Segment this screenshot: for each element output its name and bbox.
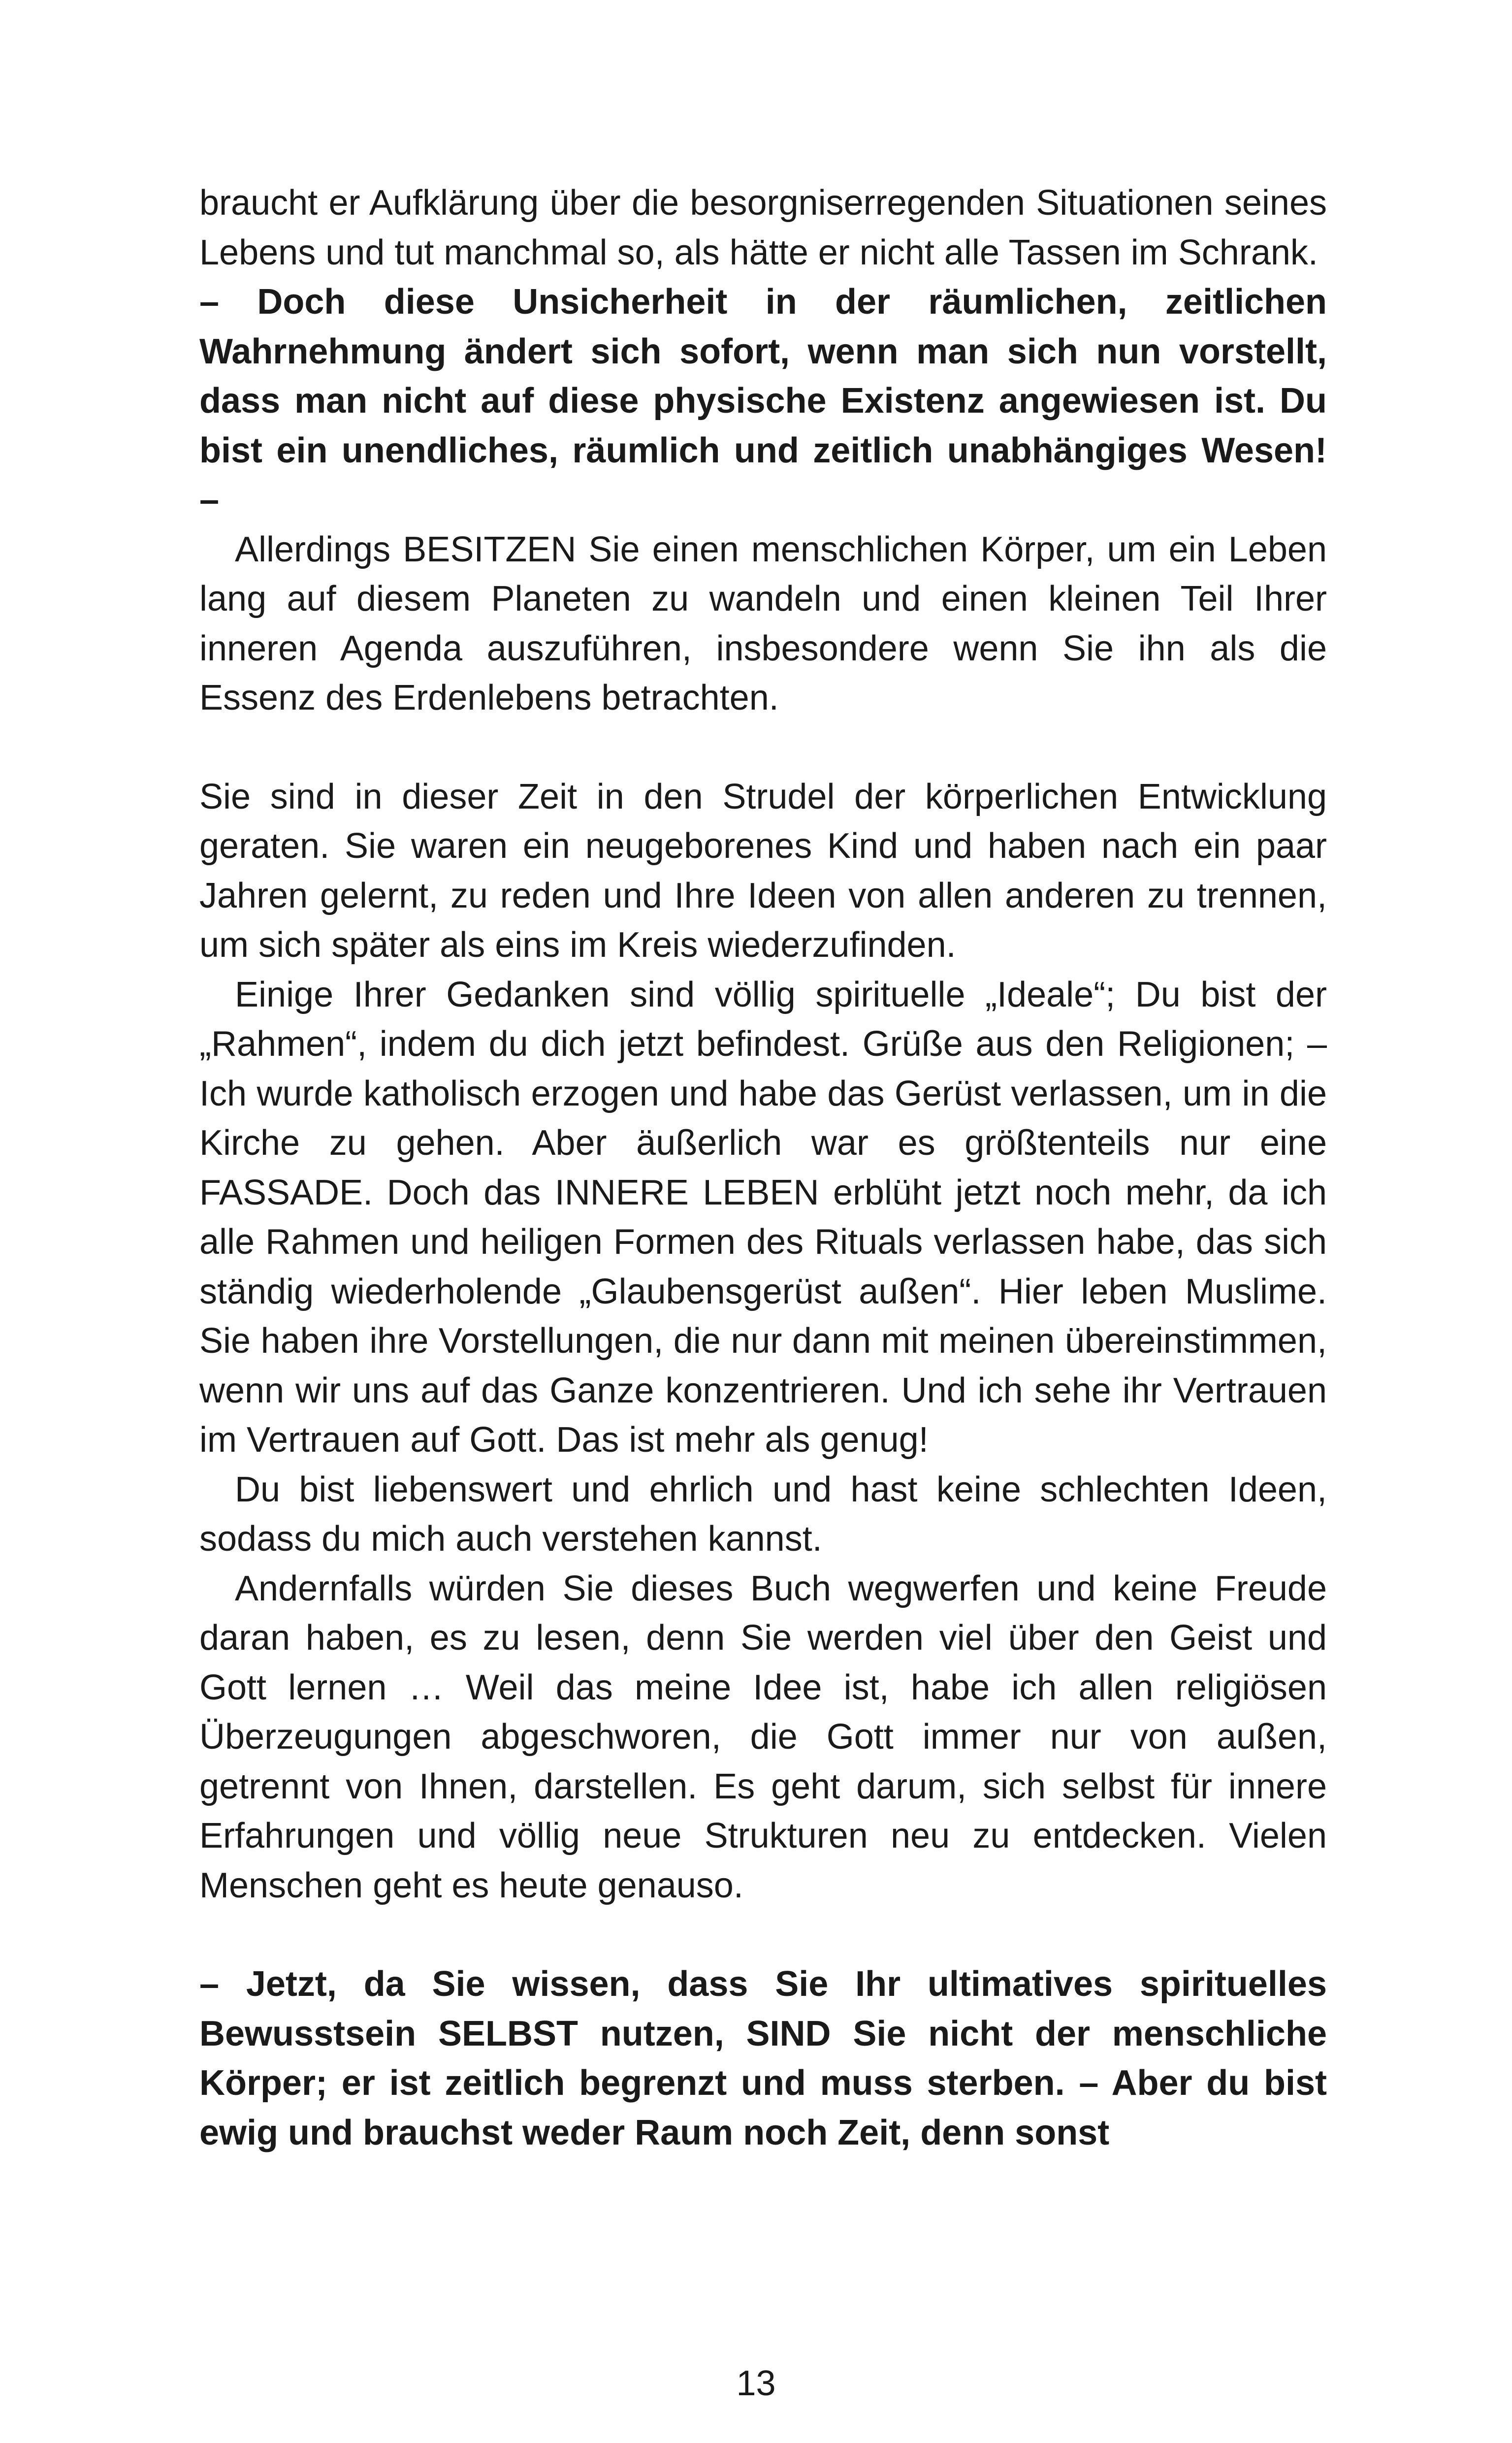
paragraph-5: Einige Ihrer Gedanken sind völlig spirituelle „Ideale“; Du bist der „Rahmen“, indem du dich jetzt befindest. Grüße aus den Religionen; – Ich wurde katholisch erzogen und habe das Gerüst verlassen, um in die Kirche zu gehen. Aber äußerlich war es größtenteils nur eine FASSADE. Doch das INNERE LEBEN erblüht jetzt noch mehr, da ich alle Rahmen und heiligen Formen des Rituals verlassen habe, das sich ständig wiederholende „Glaubensgerüst außen“. Hier leben Muslime. Sie haben ihre Vorstellungen, die nur dann mit meinen übereinstimmen, wenn wir uns auf das Ganze konzentrieren. Und ich sehe ihr Vertrauen im Vertrauen auf Gott. Das ist mehr als genug! <box>199 975 1327 1460</box>
paragraph-2-bold: – Doch diese Unsicherheit in der räumlichen, zeitlichen Wahrnehmung ändert sich sofort, wenn man sich nun vorstellt, dass man nicht auf diese physische Existenz angewiesen ist. Du bist ein unendliches, räumlich und zeitlich unabhängiges Wesen! – <box>199 282 1327 520</box>
paragraph-gap <box>199 723 1327 772</box>
page-number: 13 <box>736 2364 776 2403</box>
paragraph-7: Andernfalls würden Sie dieses Buch wegwerfen und keine Freude daran haben, es zu lesen, denn Sie werden viel über den Geist und Gott lernen … Weil das meine Idee ist, habe ich allen religiösen Überzeugungen abgeschworen, die Gott immer nur von außen, getrennt von Ihnen, darstellen. Es geht darum, sich selbst für innere Erfahrungen und völlig neue Strukturen neu zu entdecken. Vielen Menschen geht es heute genauso. <box>199 1568 1327 1905</box>
paragraph-gap <box>199 1910 1327 1959</box>
paragraph-3: Allerdings BESITZEN Sie einen menschlichen Körper, um ein Leben lang auf diesem Planeten zu wandeln und einen kleinen Teil Ihrer inneren Agenda auszuführen, insbesondere wenn Sie ihn als die Essenz des Erdenlebens betrachten. <box>199 529 1327 717</box>
page-body <box>199 178 1327 2157</box>
paragraph-4: Sie sind in dieser Zeit in den Strudel der körperlichen Entwicklung geraten. Sie waren ein neugeborenes Kind und haben nach ein paar Jahren gelernt, zu reden und Ihre Ideen von allen anderen zu trennen, um sich später als eins im Kreis wiederzufinden. <box>199 777 1327 965</box>
paragraph-8-bold: – Jetzt, da Sie wissen, dass Sie Ihr ultimatives spirituelles Bewusstsein SELBST nutzen, SIND Sie nicht der menschliche Körper; er ist zeitlich begrenzt und muss sterben. – Aber du bist ewig und brauchst weder Raum noch Zeit, denn sonst <box>199 1964 1327 2152</box>
paragraph-6: Du bist liebenswert und ehrlich und hast keine schlechten Ideen, sodass du mich auch verstehen kannst. <box>199 1469 1327 1559</box>
paragraph-1: braucht er Aufklärung über die besorgniserregenden Situationen seines Lebens und tut manchmal so, als hätte er nicht alle Tassen im Schrank. <box>199 183 1327 272</box>
